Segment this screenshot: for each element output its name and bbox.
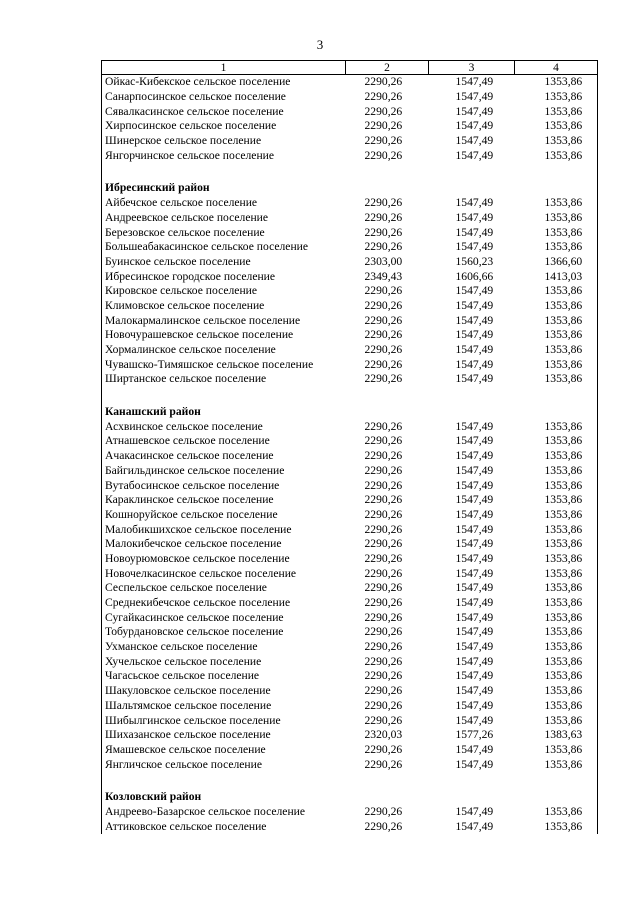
empty-cell bbox=[429, 402, 515, 420]
district-heading-row bbox=[102, 178, 598, 196]
value-col-3: 1547,49 bbox=[455, 434, 494, 448]
table-row bbox=[102, 255, 598, 270]
value-col-4: 1353,86 bbox=[515, 104, 598, 119]
value-col-3: 1547,49 bbox=[455, 419, 494, 433]
value-col-2: 2290,26 bbox=[364, 328, 403, 342]
table-row bbox=[102, 75, 598, 90]
empty-cell bbox=[346, 402, 429, 420]
table-row bbox=[102, 699, 598, 714]
value-col-2: 2290,26 bbox=[364, 104, 403, 118]
value-col-3: 1547,49 bbox=[455, 551, 494, 565]
value-col-2: 2290,26 bbox=[364, 757, 403, 771]
spacer-row bbox=[102, 387, 598, 402]
settlement-name: Ширтанское сельское поселение bbox=[102, 372, 346, 387]
value-col-3: 1606,66 bbox=[455, 269, 494, 283]
value-col-4: 1353,86 bbox=[515, 343, 598, 358]
value-col-4: 1353,86 bbox=[515, 684, 598, 699]
table-row bbox=[102, 728, 598, 743]
table-row bbox=[102, 269, 598, 284]
settlement-name: Кошноруйское сельское поселение bbox=[102, 508, 346, 523]
value-col-3: 1547,49 bbox=[455, 684, 494, 698]
value-col-4: 1353,86 bbox=[515, 625, 598, 640]
value-col-2: 2290,26 bbox=[364, 478, 403, 492]
value-col-3: 1547,49 bbox=[455, 119, 494, 133]
table-row bbox=[102, 449, 598, 464]
value-col-2: 2290,26 bbox=[364, 625, 403, 639]
value-col-2: 2290,26 bbox=[364, 551, 403, 565]
value-col-4: 1353,86 bbox=[515, 284, 598, 299]
settlement-name: Новочелкасинское сельское поселение bbox=[102, 566, 346, 581]
district-heading: Канашский район bbox=[102, 402, 346, 420]
value-col-4: 1353,86 bbox=[515, 240, 598, 255]
value-col-2: 2290,26 bbox=[364, 654, 403, 668]
value-col-2: 2290,26 bbox=[364, 434, 403, 448]
header-col-3: 3 bbox=[429, 61, 515, 75]
empty-cell bbox=[346, 178, 429, 196]
value-col-4: 1353,86 bbox=[515, 75, 598, 90]
header-row bbox=[102, 61, 598, 75]
value-col-3: 1547,49 bbox=[455, 75, 494, 89]
value-col-3: 1547,49 bbox=[455, 104, 494, 118]
empty-cell bbox=[515, 772, 598, 787]
value-col-2: 2290,26 bbox=[364, 507, 403, 521]
value-col-3: 1547,49 bbox=[455, 640, 494, 654]
table-row bbox=[102, 625, 598, 640]
value-col-2: 2290,26 bbox=[364, 596, 403, 610]
settlement-name: Янгличское сельское поселение bbox=[102, 757, 346, 772]
value-col-2: 2290,26 bbox=[364, 819, 403, 833]
table-row bbox=[102, 805, 598, 820]
table-row bbox=[102, 566, 598, 581]
value-col-2: 2290,26 bbox=[364, 90, 403, 104]
value-col-3: 1547,49 bbox=[455, 493, 494, 507]
settlement-name: Сеспельское сельское поселение bbox=[102, 581, 346, 596]
settlement-name: Санарпосинское сельское поселение bbox=[102, 90, 346, 105]
table-row bbox=[102, 464, 598, 479]
table-row bbox=[102, 240, 598, 255]
settlement-name: Березовское сельское поселение bbox=[102, 225, 346, 240]
table-row bbox=[102, 610, 598, 625]
table-row bbox=[102, 819, 598, 834]
value-col-3: 1547,49 bbox=[455, 298, 494, 312]
district-heading-row bbox=[102, 787, 598, 805]
value-col-2: 2290,26 bbox=[364, 463, 403, 477]
settlement-name: Шихазанское сельское поселение bbox=[102, 728, 346, 743]
value-col-4: 1353,86 bbox=[515, 211, 598, 226]
value-col-3: 1547,49 bbox=[455, 210, 494, 224]
value-col-2: 2290,26 bbox=[364, 522, 403, 536]
table-row bbox=[102, 508, 598, 523]
settlement-name: Аттиковское сельское поселение bbox=[102, 819, 346, 834]
empty-cell bbox=[515, 787, 598, 805]
value-col-4: 1353,86 bbox=[515, 313, 598, 328]
empty-cell bbox=[515, 387, 598, 402]
table-row bbox=[102, 372, 598, 387]
value-col-4: 1353,86 bbox=[515, 669, 598, 684]
settlement-name: Янгорчинское сельское поселение bbox=[102, 148, 346, 163]
settlement-name: Асхвинское сельское поселение bbox=[102, 419, 346, 434]
value-col-4: 1353,86 bbox=[515, 596, 598, 611]
value-col-4: 1353,86 bbox=[515, 610, 598, 625]
table-row bbox=[102, 119, 598, 134]
table-row bbox=[102, 299, 598, 314]
value-col-4: 1353,86 bbox=[515, 493, 598, 508]
value-col-4: 1353,86 bbox=[515, 90, 598, 105]
empty-cell bbox=[102, 772, 346, 787]
value-col-4: 1353,86 bbox=[515, 805, 598, 820]
settlement-name: Андреево-Базарское сельское поселение bbox=[102, 805, 346, 820]
settlement-name: Хормалинское сельское поселение bbox=[102, 343, 346, 358]
settlement-name: Андреевское сельское поселение bbox=[102, 211, 346, 226]
value-col-4: 1353,86 bbox=[515, 449, 598, 464]
table-row bbox=[102, 493, 598, 508]
value-col-3: 1547,49 bbox=[455, 625, 494, 639]
value-col-3: 1547,49 bbox=[455, 698, 494, 712]
value-col-3: 1560,23 bbox=[455, 254, 494, 268]
value-col-3: 1547,49 bbox=[455, 148, 494, 162]
table-row bbox=[102, 478, 598, 493]
empty-cell bbox=[429, 787, 515, 805]
table-row bbox=[102, 522, 598, 537]
settlement-name: Новоурюмовское сельское поселение bbox=[102, 552, 346, 567]
value-col-4: 1353,86 bbox=[515, 328, 598, 343]
table-row bbox=[102, 104, 598, 119]
table-row bbox=[102, 434, 598, 449]
table-row bbox=[102, 757, 598, 772]
value-col-3: 1547,49 bbox=[455, 804, 494, 818]
table-row bbox=[102, 211, 598, 226]
tariff-table bbox=[101, 60, 598, 834]
table-row bbox=[102, 284, 598, 299]
value-col-3: 1547,49 bbox=[455, 713, 494, 727]
table-row bbox=[102, 196, 598, 211]
value-col-4: 1353,86 bbox=[515, 119, 598, 134]
value-col-2: 2290,26 bbox=[364, 713, 403, 727]
value-col-3: 1547,49 bbox=[455, 343, 494, 357]
value-col-2: 2290,26 bbox=[364, 581, 403, 595]
settlement-name: Хирпосинское сельское поселение bbox=[102, 119, 346, 134]
value-col-2: 2320,03 bbox=[364, 728, 403, 742]
empty-cell bbox=[515, 163, 598, 178]
value-col-3: 1547,49 bbox=[455, 284, 494, 298]
table-row bbox=[102, 684, 598, 699]
settlement-name: Ибресинское городское поселение bbox=[102, 269, 346, 284]
value-col-3: 1547,49 bbox=[455, 566, 494, 580]
value-col-2: 2290,26 bbox=[364, 134, 403, 148]
empty-cell bbox=[515, 178, 598, 196]
value-col-3: 1577,26 bbox=[455, 728, 494, 742]
value-col-3: 1547,49 bbox=[455, 596, 494, 610]
value-col-2: 2290,26 bbox=[364, 537, 403, 551]
value-col-3: 1547,49 bbox=[455, 507, 494, 521]
settlement-name: Байгильдинское сельское поселение bbox=[102, 464, 346, 479]
value-col-2: 2290,26 bbox=[364, 284, 403, 298]
value-col-3: 1547,49 bbox=[455, 196, 494, 210]
settlement-name: Атнашевское сельское поселение bbox=[102, 434, 346, 449]
settlement-name: Шальтямское сельское поселение bbox=[102, 699, 346, 714]
value-col-4: 1353,86 bbox=[515, 757, 598, 772]
value-col-2: 2290,26 bbox=[364, 196, 403, 210]
settlement-name: Чувашско-Тимяшское сельское поселение bbox=[102, 357, 346, 372]
table-row bbox=[102, 357, 598, 372]
table-row bbox=[102, 537, 598, 552]
empty-cell bbox=[102, 163, 346, 178]
value-col-2: 2290,26 bbox=[364, 698, 403, 712]
empty-cell bbox=[102, 387, 346, 402]
value-col-3: 1547,49 bbox=[455, 313, 494, 327]
value-col-4: 1353,86 bbox=[515, 743, 598, 758]
value-col-3: 1547,49 bbox=[455, 449, 494, 463]
value-col-2: 2290,26 bbox=[364, 566, 403, 580]
value-col-4: 1353,86 bbox=[515, 464, 598, 479]
settlement-name: Малокармалинское сельское поселение bbox=[102, 313, 346, 328]
value-col-4: 1353,86 bbox=[515, 552, 598, 567]
value-col-2: 2290,26 bbox=[364, 419, 403, 433]
settlement-name: Караклинское сельское поселение bbox=[102, 493, 346, 508]
table-row bbox=[102, 669, 598, 684]
value-col-4: 1353,86 bbox=[515, 522, 598, 537]
table-row bbox=[102, 343, 598, 358]
value-col-4: 1353,86 bbox=[515, 419, 598, 434]
value-col-2: 2290,26 bbox=[364, 357, 403, 371]
settlement-name: Тобурдановское сельское поселение bbox=[102, 625, 346, 640]
value-col-3: 1547,49 bbox=[455, 610, 494, 624]
settlement-name: Шибылгинское сельское поселение bbox=[102, 713, 346, 728]
settlement-name: Среднекибечское сельское поселение bbox=[102, 596, 346, 611]
value-col-2: 2290,26 bbox=[364, 313, 403, 327]
value-col-3: 1547,49 bbox=[455, 819, 494, 833]
empty-cell bbox=[515, 402, 598, 420]
value-col-4: 1353,86 bbox=[515, 372, 598, 387]
value-col-3: 1547,49 bbox=[455, 134, 494, 148]
value-col-2: 2290,26 bbox=[364, 119, 403, 133]
table-row bbox=[102, 654, 598, 669]
value-col-2: 2290,26 bbox=[364, 148, 403, 162]
settlement-name: Новочурашевское сельское поселение bbox=[102, 328, 346, 343]
value-col-3: 1547,49 bbox=[455, 669, 494, 683]
value-col-4: 1353,86 bbox=[515, 478, 598, 493]
header-col-2: 2 bbox=[346, 61, 429, 75]
value-col-4: 1353,86 bbox=[515, 713, 598, 728]
settlement-name: Ачакасинское сельское поселение bbox=[102, 449, 346, 464]
empty-cell bbox=[429, 163, 515, 178]
value-col-2: 2290,26 bbox=[364, 372, 403, 386]
value-col-2: 2290,26 bbox=[364, 804, 403, 818]
value-col-4: 1353,86 bbox=[515, 134, 598, 149]
settlement-name: Айбечское сельское поселение bbox=[102, 196, 346, 211]
settlement-name: Сявалкасинское сельское поселение bbox=[102, 104, 346, 119]
table-header bbox=[102, 61, 598, 75]
page-number: 3 bbox=[316, 37, 324, 52]
spacer-row bbox=[102, 163, 598, 178]
table-row bbox=[102, 313, 598, 328]
settlement-name: Шакуловское сельское поселение bbox=[102, 684, 346, 699]
settlement-name: Кировское сельское поселение bbox=[102, 284, 346, 299]
value-col-2: 2290,26 bbox=[364, 298, 403, 312]
value-col-4: 1353,86 bbox=[515, 640, 598, 655]
value-col-4: 1353,86 bbox=[515, 654, 598, 669]
table-row bbox=[102, 640, 598, 655]
settlement-name: Буинское сельское поселение bbox=[102, 255, 346, 270]
settlement-name: Ойкас-Кибекское сельское поселение bbox=[102, 75, 346, 90]
empty-cell bbox=[429, 387, 515, 402]
value-col-4: 1353,86 bbox=[515, 225, 598, 240]
value-col-4: 1353,86 bbox=[515, 581, 598, 596]
table-row bbox=[102, 743, 598, 758]
value-col-4: 1413,03 bbox=[515, 269, 598, 284]
value-col-2: 2303,00 bbox=[364, 254, 403, 268]
value-col-4: 1353,86 bbox=[515, 537, 598, 552]
value-col-3: 1547,49 bbox=[455, 537, 494, 551]
value-col-2: 2290,26 bbox=[364, 343, 403, 357]
value-col-3: 1547,49 bbox=[455, 225, 494, 239]
value-col-4: 1353,86 bbox=[515, 508, 598, 523]
table-row bbox=[102, 225, 598, 240]
value-col-3: 1547,49 bbox=[455, 581, 494, 595]
value-col-4: 1353,86 bbox=[515, 299, 598, 314]
empty-cell bbox=[429, 772, 515, 787]
value-col-2: 2290,26 bbox=[364, 225, 403, 239]
table-row bbox=[102, 596, 598, 611]
value-col-4: 1353,86 bbox=[515, 434, 598, 449]
settlement-name: Большеабакасинское сельское поселение bbox=[102, 240, 346, 255]
settlement-name: Малокибечское сельское поселение bbox=[102, 537, 346, 552]
value-col-3: 1547,49 bbox=[455, 357, 494, 371]
value-col-2: 2290,26 bbox=[364, 75, 403, 89]
value-col-3: 1547,49 bbox=[455, 240, 494, 254]
value-col-4: 1366,60 bbox=[515, 255, 598, 270]
value-col-4: 1353,86 bbox=[515, 566, 598, 581]
district-heading-row bbox=[102, 402, 598, 420]
value-col-3: 1547,49 bbox=[455, 463, 494, 477]
settlement-name: Вутабосинское сельское поселение bbox=[102, 478, 346, 493]
district-heading: Ибресинский район bbox=[102, 178, 346, 196]
value-col-2: 2290,26 bbox=[364, 493, 403, 507]
settlement-name: Малобикшихское сельское поселение bbox=[102, 522, 346, 537]
table-row bbox=[102, 148, 598, 163]
value-col-3: 1547,49 bbox=[455, 328, 494, 342]
empty-cell bbox=[429, 178, 515, 196]
value-col-2: 2349,43 bbox=[364, 269, 403, 283]
settlement-name: Чагасьское сельское поселение bbox=[102, 669, 346, 684]
empty-cell bbox=[346, 163, 429, 178]
empty-cell bbox=[346, 772, 429, 787]
settlement-name: Ямашевское сельское поселение bbox=[102, 743, 346, 758]
value-col-3: 1547,49 bbox=[455, 522, 494, 536]
settlement-name: Хучельское сельское поселение bbox=[102, 654, 346, 669]
table-row bbox=[102, 134, 598, 149]
table-row bbox=[102, 90, 598, 105]
table-row bbox=[102, 713, 598, 728]
value-col-3: 1547,49 bbox=[455, 742, 494, 756]
value-col-2: 2290,26 bbox=[364, 240, 403, 254]
table-row bbox=[102, 552, 598, 567]
value-col-2: 2290,26 bbox=[364, 640, 403, 654]
value-col-4: 1353,86 bbox=[515, 357, 598, 372]
value-col-2: 2290,26 bbox=[364, 669, 403, 683]
district-heading: Козловский район bbox=[102, 787, 346, 805]
table-row bbox=[102, 581, 598, 596]
spacer-row bbox=[102, 772, 598, 787]
table-row bbox=[102, 419, 598, 434]
table-body bbox=[102, 75, 598, 835]
settlement-name: Шинерское сельское поселение bbox=[102, 134, 346, 149]
settlement-name: Ухманское сельское поселение bbox=[102, 640, 346, 655]
value-col-3: 1547,49 bbox=[455, 757, 494, 771]
header-col-4: 4 bbox=[515, 61, 598, 75]
empty-cell bbox=[346, 787, 429, 805]
value-col-4: 1353,86 bbox=[515, 819, 598, 834]
value-col-3: 1547,49 bbox=[455, 372, 494, 386]
settlement-name: Сугайкасинское сельское поселение bbox=[102, 610, 346, 625]
value-col-2: 2290,26 bbox=[364, 684, 403, 698]
value-col-4: 1353,86 bbox=[515, 148, 598, 163]
value-col-4: 1353,86 bbox=[515, 699, 598, 714]
value-col-2: 2290,26 bbox=[364, 210, 403, 224]
value-col-3: 1547,49 bbox=[455, 90, 494, 104]
settlement-name: Климовское сельское поселение bbox=[102, 299, 346, 314]
empty-cell bbox=[346, 387, 429, 402]
value-col-3: 1547,49 bbox=[455, 478, 494, 492]
header-col-1: 1 bbox=[102, 61, 346, 75]
value-col-2: 2290,26 bbox=[364, 610, 403, 624]
value-col-2: 2290,26 bbox=[364, 742, 403, 756]
value-col-4: 1353,86 bbox=[515, 196, 598, 211]
value-col-3: 1547,49 bbox=[455, 654, 494, 668]
table-row bbox=[102, 328, 598, 343]
value-col-4: 1383,63 bbox=[515, 728, 598, 743]
value-col-2: 2290,26 bbox=[364, 449, 403, 463]
